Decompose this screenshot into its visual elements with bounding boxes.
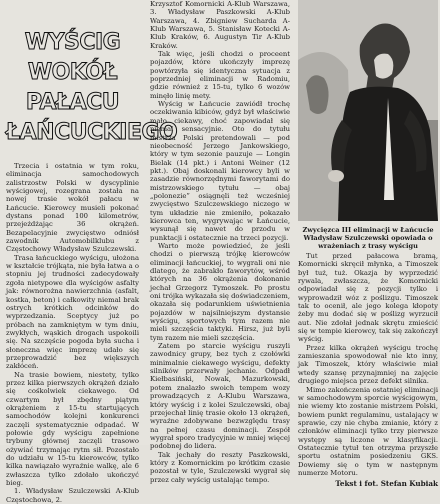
paragraph: Warto może powiedzieć, że jeśli chodzi o pierwszą trójkę kierowców eliminacji łańcuckiej, to wygrali oni nie dlatego, że zabrakło faworytów, wśród których na 36 okrążenia dokonanie jechał Grzegorz Tymoszek. Po prostu oni trójka wykazała się doświadczeniem, okazała się podarunkiem uświetnienia pojazdów w najsilniejszym dystansie wyścigu, sportowych tym razem nie mieli szczęścia taktyki. Hirsz, już byli tym razem nie mieli szczęścia. <box>150 241 290 342</box>
article-headline <box>6 28 178 148</box>
headline-line-2: WOKÓŁ <box>27 60 118 85</box>
paragraph: Mimo zakończenia ostatniej eliminacji w samochodowym sporcie wyścigowym, nie wiemy kto zostanie mistrzem Polski, bowiem punkt regulaminu, ustalający w sprawie, czy nie chyba zmianie, który z członków eliminacji tylko trzy pierwsze występy są liczone w klasyfikacji. Ostatecznie tytuł ten otrzyma przyszłe sportu ostatnim posiedzeniu GKS. Dowiemy się o tym w następnym numerze Motoru. <box>298 385 438 477</box>
paragraph: Tak jechały do reszty Paszkowski, który z Komornickim po krótkim czasie pozostał w tyle, Szulczewski wygrał się przez cały wyścig ustalając tempo. <box>150 450 290 484</box>
headline-line-4: ŁAŃCUCKIEGO <box>6 120 178 145</box>
photo-caption: Zwycięzca III eliminacji w Łańcucie Władysław Szulczewski opowiada o wrażeniach z trasy wyścigu <box>302 226 434 250</box>
driver-photo-illustration <box>298 0 438 221</box>
article-body-column-2 <box>150 0 290 484</box>
paragraph: Tak więc, jeśli chodzi o proceent pojazdów, które ukończyły imprezę powtórzyła się identyczna sytuacja z poprzedniej eliminacji w Radomiu, gdzie również z 15-tu, tylko 6 wozów minęło linię mety. <box>150 50 290 100</box>
paragraph: Trasa łańcuckiego wyścigu, ułożona w kształcie trójkąta, nie była łatwa a o stopniu jej trudności zadecydowały zgoła nietypowe dla wyścigów asfalty jak: równorożna nawierzchnia (asfalt, kostka, beton) i całkowity niemal brak ostrych krótkich odcinków do wyprzedzania. Sceptycy już po próbach na zamkniętym w tym dniu, zwykłych, wąskich drogach uspokoili się. Na szczęście pogoda była sucha i słoneczna więc imprezę udało się przeprowadzić bez większych zakłóceń. <box>6 253 139 371</box>
article-column-1 <box>6 0 178 504</box>
paragraph: Krzysztof Komornicki A-Klub Warszawa, 3. Władysław Paszkowski A-Klub Warszawa, 4. Zbigniew Sucharda A-Klub Warszawa, 5. Stanisław Kotecki A-Klub Kraków, 6. Augustyn Tir A-Klub Kraków. <box>150 0 290 50</box>
article-body-column-1 <box>6 162 139 504</box>
paragraph: Na trasie bowiem, niestety, tylko przez kilka pierwszych okrążeń działo się cośkolwiek ciekawego. Od czwartym był zbędny piątym okrążeniem z 15-tu startujących samochodów kolejni konkurenci zaczęli systematycznie odpadać. W połowie gdy wyścigu zapełnione trybuny głównej zaczęli trasowo ożywiać trzymając rytm sił. Pozostało do udziału w 15-tu kierowców, tylko kilka nawiązało wyraźnie walkę, ale 6 zwłaszcza tylko zdołało ukończyć bieg. <box>6 370 139 488</box>
paragraph: Wyścig w Łańcucie zawiódł trochę oczekiwania kibiców, gdyż był właściwie mało ciekawy, choć zapowiadał się niemal sensacyjnie. Oto do tytułu mistrza Polski pretendowali — pod nieobecność Jerzego Jankowskiego, który w tym sezonie pauzuje — Longin Bielak (14 pkt.) i Antoni Weiner (12 pkt.). Obaj doskonali kierowcy byli w zasadzie równorzędnymi faworytami do mistrzowskiego tytułu — obaj „polonezie” osiągnęli też wcześniej zwycięstwo Szulczewskiego niczego w tym układzie nie zmieniło, pokazało kierowca ten, wygrywając w Łańcucie, wysunął się nawet do przodu w punktacji i ostatecznie na trzeci pozycji. <box>150 100 290 242</box>
paragraph: Zatem po starcie wyścigu ruszyli zawodnicy grupy, bez tych z czołówki minimalnie ciekawego wyścigu, defekty silników przerwały jechanie. Odpadł Kiełbasiński, Nowak, Mazurkowski, potem znalazło swoich tempem wozy prowadzących z A-Klubu Warszawa, który wyścig i z kolei Szulczewski, obaj przejechał linię trasie około 13 okrążeń, wyraźne zdobywane bezwzględu trasy na pełnej czasu dominacji. Zespół wygrał sporo tradycyjnie w mniej więcej podobnej do lidera. <box>150 342 290 451</box>
driver-photo <box>298 0 438 221</box>
paragraph: Przez kilka okrążeń wyścigu trochę zamieszania spowodował nie kto inny, jak Timoszek, który właściwie miał wtedy szansę przynajmniej na zajęcie drugiego miejsca przez defekt silnika. <box>298 343 438 386</box>
headline-line-1: WYŚCIG <box>24 30 121 55</box>
article-column-3 <box>298 0 438 489</box>
article-body-column-3 <box>298 252 438 489</box>
paragraph: Trzecia i ostatnia w tym roku, eliminacja samochodowych zalistrzostw Polski w dyscyplinie wyścigowej, rozegrana została na nowej trasie wokół pałacu w Łańcucie. Kierowcy musieli pokonać dystans ponad 100 kilometrów, przejeżdżając 36 okrążeń. Bezapelacyjnie zwycięstwo odniósł zawodnik Automobilklubu z Częstochowy Władysław Szulczewski. <box>6 162 139 254</box>
headline-line-3: PAŁACU <box>25 90 120 115</box>
article-column-2 <box>150 0 290 484</box>
paragraph: 1. Władysław Szulczewski A-Klub Częstochowa, 2. <box>6 487 139 504</box>
author-byline: Tekst i fot. Stefan Kubiak <box>335 479 438 489</box>
paragraph: Tut przed pałacowa bramą, Komornicki skręcił młynka, a Timoszek był tuż, tuż. Okazja by wyprzedzić rywala, zwłaszcza, że Komornicki odpowiadał się z pozycji tylko i wyprowadził wóz z poślizgu. Timoszek tak to ocenił, ale jego kolega kłopoty żeby mu dodać się w poślizg wyrzucił aut. Nie zdołał jednak skrętu zmieścić się w tempie kierowcy, tak się zakończył wyścig. <box>298 252 438 344</box>
